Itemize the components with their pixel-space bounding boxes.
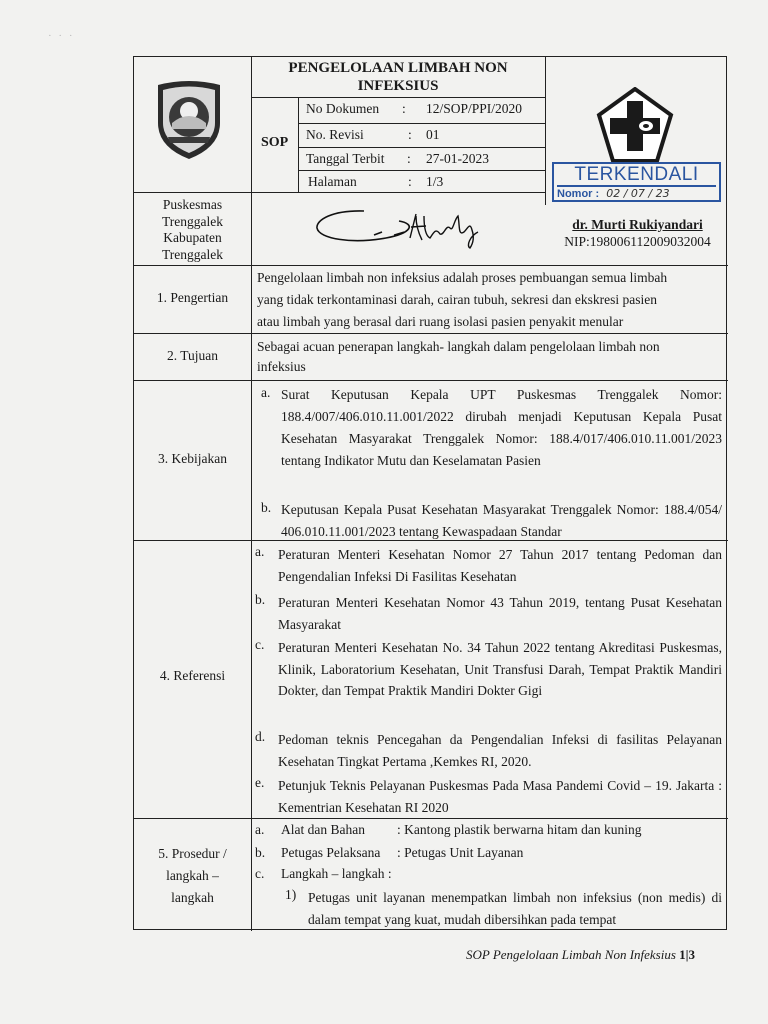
corner-mark: · · · (48, 30, 75, 42)
section-label-prosedur: 5. Prosedur / langkah – langkah (158, 846, 227, 905)
controlled-stamp: TERKENDALI Nomor : 02 / 07 / 23 (552, 162, 721, 202)
footer-text: SOP Pengelolaan Limbah Non Infeksius (466, 947, 676, 962)
meta-value: 27-01-2023 (426, 151, 489, 166)
section-label-tujuan: 2. Tujuan (166, 348, 219, 363)
meta-sep: : (408, 174, 412, 189)
signer-nip: NIP:198006112009032004 (564, 234, 711, 249)
section-label-kebijakan: 3. Kebijakan (158, 451, 227, 466)
stamp-nomor-value: 02 / 07 / 23 (606, 187, 670, 200)
kebijakan-item-a: Surat Keputusan Kepala UPT Puskesmas Trenggalek Nomor: 188.4/007/406.010.11.001/2022 dirubah menjadi Keputusan Kepala Pusat Kesehatan Masyarakat Trenggalek Nomor: 188.4/017/406.010.11.001/2023 tentang Indikator Mutu dan Keselamatan Pasien (281, 387, 722, 468)
list-marker: a. (255, 544, 265, 559)
meta-sep: : (408, 127, 412, 142)
meta-value: 1/3 (426, 174, 444, 189)
list-marker: c. (255, 866, 265, 881)
puskesmas-emblem (595, 87, 675, 165)
meta-label: No Dokumen (306, 101, 380, 116)
grid-line (134, 818, 728, 819)
list-marker: b. (261, 500, 272, 515)
list-marker: a. (261, 385, 271, 400)
list-marker: a. (255, 822, 265, 837)
stamp-nomor-label: Nomor : (557, 188, 600, 200)
meta-label: Tanggal Terbit (306, 151, 385, 166)
regency-logo (152, 79, 226, 161)
meta-label: Halaman (308, 174, 357, 189)
list-marker: d. (255, 729, 266, 744)
list-marker: 1) (285, 887, 297, 902)
prosedur-alat-label: Alat dan Bahan (281, 822, 365, 837)
footer-total: 3 (688, 947, 696, 962)
tujuan-text: Sebagai acuan penerapan langkah- langkah dalam pengelolaan limbah non infeksius (257, 339, 660, 374)
prosedur-step-1: Petugas unit layanan menempatkan limbah non infeksius (non medis) di dalam tempat yang kuat, mudah dibersihkan pada tempat (308, 890, 722, 927)
meta-value: 12/SOP/PPI/2020 (426, 101, 523, 116)
list-marker: e. (255, 775, 265, 790)
referensi-item-c: Peraturan Menteri Kesehatan No. 34 Tahun 2022 tentang Akreditasi Puskesmas, Klinik, Laboratorium Kesehatan, Unit Transfusi Darah, Tempat Praktik Mandiri Dokter, dan Tempat Praktik Mandiri Dokter Gigi (278, 640, 722, 698)
referensi-item-e: Petunjuk Teknis Pelayanan Puskesmas Pada Masa Pandemi Covid – 19. Jakarta : Kementrian Kesehatan RI 2020 (278, 778, 722, 815)
footer-separator: | (685, 947, 689, 962)
meta-label: No. Revisi (306, 127, 364, 142)
grid-line (545, 57, 546, 205)
referensi-item-b: Peraturan Menteri Kesehatan Nomor 43 Tahun 2019, tentang Pusat Kesehatan Masyarakat (278, 595, 722, 632)
grid-line (251, 97, 545, 98)
footer-page: 1 (679, 947, 686, 962)
pengertian-text: Pengelolaan limbah non infeksius adalah proses pembuangan semua limbah yang tidak terkontaminasi darah, cairan tubuh, sekresi dan ekskresi pasien atau limbah yang berasal dari ruang isolasi pasien penyakit menular (257, 270, 668, 329)
sop-label: SOP (261, 135, 289, 150)
grid-line (298, 147, 545, 148)
referensi-item-d: Pedoman teknis Pencegahan da Pengendalian Infeksi di fasilitas Pelayanan Kesehatan Tingkat Pertama ,Kemkes RI, 2020. (278, 732, 722, 769)
prosedur-langkah-label: Langkah – langkah : (281, 866, 392, 881)
grid-line (251, 57, 252, 931)
grid-line (134, 380, 728, 381)
sop-document (133, 56, 727, 930)
grid-line (251, 192, 545, 193)
document-title: PENGELOLAAN LIMBAH NON INFEKSIUS (288, 60, 508, 94)
grid-line (298, 97, 299, 192)
prosedur-alat-value: : Kantong plastik berwarna hitam dan kuning (397, 822, 642, 837)
grid-line (134, 333, 728, 334)
organization-name: Puskesmas Trenggalek Kabupaten Trenggalek (162, 197, 223, 262)
grid-line (298, 170, 545, 171)
referensi-item-a: Peraturan Menteri Kesehatan Nomor 27 Tahun 2017 tentang Pedoman dan Pengendalian Infeksi Di Fasilitas Kesehatan (278, 547, 722, 584)
grid-line (298, 123, 545, 124)
grid-line (134, 265, 728, 266)
section-label-pengertian: 1. Pengertian (156, 290, 229, 305)
prosedur-petugas-label: Petugas Pelaksana (281, 845, 381, 860)
signature (312, 202, 492, 257)
prosedur-petugas-value: : Petugas Unit Layanan (397, 845, 524, 860)
list-marker: c. (255, 637, 265, 652)
grid-line (134, 192, 251, 193)
meta-sep: : (407, 151, 411, 166)
meta-sep: : (402, 101, 406, 116)
page-footer (466, 947, 695, 963)
section-label-referensi: 4. Referensi (159, 668, 226, 683)
meta-value: 01 (426, 127, 440, 142)
list-marker: b. (255, 845, 266, 860)
kebijakan-item-b: Keputusan Kepala Pusat Kesehatan Masyarakat Trenggalek Nomor: 188.4/054/ 406.010.11.001/2023 tentang Kewaspadaan Standar (281, 502, 722, 539)
list-marker: b. (255, 592, 266, 607)
signer-name: dr. Murti Rukiyandari (572, 217, 703, 232)
